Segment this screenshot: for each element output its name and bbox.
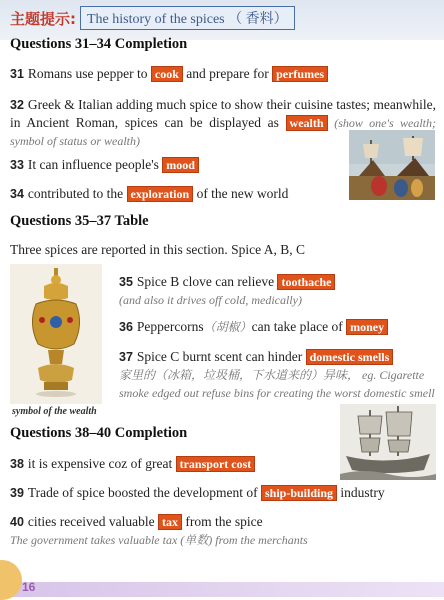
question-40: 40 cities received valuable tax from the spice The government takes valuable tax (单数) from the merchants: [10, 514, 308, 547]
question-39: 39 Trade of spice boosted the development of ship-building industry: [10, 485, 385, 500]
answer-transport-cost: transport cost: [176, 456, 256, 472]
question-31: 31 Romans use pepper to cook and prepare for perfumes: [10, 65, 434, 83]
note-35: (and also it drives off cold, medically): [119, 293, 302, 307]
ship-engraving: [340, 404, 436, 480]
table-intro: Three spices are reported in this section. Spice A, B, C: [10, 242, 306, 257]
note-32: (show one's wealth; symbol of status or wealth): [10, 116, 436, 148]
question-38: 38 it is expensive coz of great transport cost: [10, 455, 340, 473]
question-32: 32 Greek & Italian adding much spice to show their cuisine tastes; meanwhile, in Ancient Roman, spices can be displayed as wealth (show one's wealth; symbol of status or wealth): [10, 97, 436, 148]
answer-tax: tax: [158, 514, 182, 530]
answer-wealth: wealth: [286, 115, 328, 131]
question-36: 36 Peppercorns（胡椒）can take place of money: [119, 318, 435, 336]
answer-cook: cook: [151, 66, 183, 82]
footer-band: [0, 582, 444, 597]
note-40: The government takes valuable tax (单数) from the merchants: [10, 533, 308, 547]
page-number: 16: [22, 580, 36, 594]
question-33: 33 It can influence people's mood: [10, 156, 340, 174]
ornate-vessel-image: [10, 264, 102, 404]
answer-perfumes: perfumes: [272, 66, 328, 82]
section-heading-31-34: Questions 31–34 Completion: [10, 36, 188, 52]
vessel-caption: symbol of the wealth: [12, 406, 97, 417]
topic-title: The history of the spices （ 香料）: [80, 6, 295, 30]
answer-mood: mood: [162, 157, 199, 173]
explorer-ships-painting: [349, 130, 435, 200]
answer-money: money: [346, 319, 388, 335]
note-36: （胡椒）: [203, 320, 252, 334]
section-heading-38-40: Questions 38–40 Completion: [10, 425, 188, 441]
section-heading-35-37: Questions 35–37 Table: [10, 213, 149, 229]
note-37: 家里的（冰箱，垃圾桶，下水道来的）异味， eg. Cigarette smoke edged out refuse bins for creating the worst domestic smell: [119, 368, 435, 400]
topic-header: [10, 6, 295, 30]
question-35: 35 Spice B clove can relieve toothache (and also it drives off cold, medically): [119, 273, 435, 309]
answer-exploration: exploration: [127, 186, 194, 202]
answer-domestic-smells: domestic smells: [306, 349, 394, 365]
topic-label: 主题提示:: [10, 9, 76, 28]
question-37: 37 Spice C burnt scent can hinder domestic smells 家里的（冰箱，垃圾桶，下水道来的）异味， eg. Cigarette smoke edged out refuse bins for creating the worst domestic smell: [119, 349, 435, 400]
question-34: 34 contributed to the exploration of the new world: [10, 186, 289, 201]
answer-toothache: toothache: [277, 274, 335, 290]
answer-ship-building: ship-building: [261, 485, 337, 501]
